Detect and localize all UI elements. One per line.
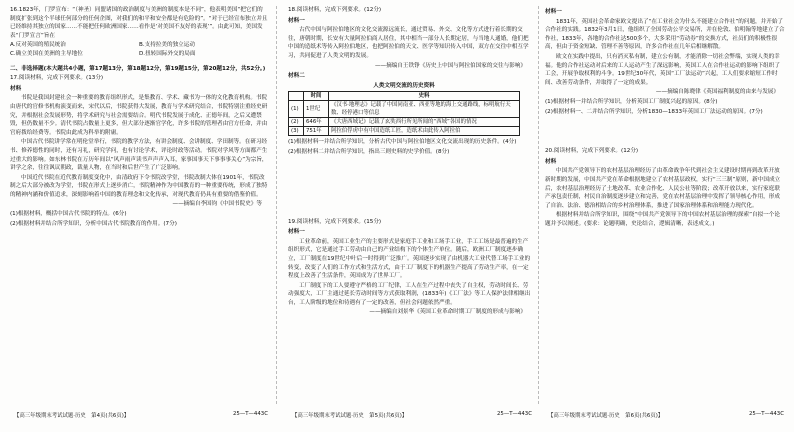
table-cell: 751年: [304, 127, 329, 136]
material-1-label: 材料一: [288, 17, 305, 24]
table-cell: 阿拉伯俘虏中有中国造纸工匠，造纸术由此传入阿拉伯: [329, 127, 520, 136]
q18-requirement-1: (1)根据材料一并结合所学知识，分析古代中国与阿拉伯地区文化交流出现的历史条件。(4分): [288, 139, 517, 146]
q17-material-para-3: 中国近代书院在近代教育制度变化中，由清政府下令书院改学堂，书院改制大体在1901年，书院改制之后大部分被改为学堂，书院在形式上逐步消亡，书院精神作为中国教育的一种重要传统，形成了独特的精神内涵和价值追求，深刻影响着中国的教育理念和文化传承，对现代教育仍具有重要的借鉴价值。: [10, 174, 268, 198]
column-divider: [276, 6, 277, 404]
column-page-6: [545, 6, 785, 406]
footer-title: 【高三年级期末考试试题·历史 第6页(共6页)】: [548, 413, 664, 419]
table-cell: (2): [289, 118, 304, 127]
question-17-heading: 17.阅读材料，完成下列要求。(13分): [10, 75, 104, 82]
q19-material-para-1: 工业革命前，英国工业生产的主要形式是家庭手工业和工场手工业，手工工场是最普遍的生产组织形式，它是通过手工劳动由自己的产业结构下的个体生产单位。随后，欧洲工厂制度逐步确立，工厂制度在19世纪中叶后一时得到广泛推广。英国逐步实现了由机器大工业代替工场手工业的转变，改变了人们的工作方式和生活方式，由于工厂制度下的机器生产提高了劳动生产率，在一定程度上改善了生活条件，英国成为了世界工厂。: [288, 238, 531, 280]
material-2-table: [288, 82, 520, 137]
column-page-4: [10, 6, 268, 406]
table-header-row: [289, 92, 520, 101]
q19-material-2-source: ——摘编自陈晓律《英国福利制度的由来与发展》: [655, 89, 779, 96]
table-cell: (3): [289, 127, 304, 136]
table-header-time: 时间: [304, 92, 329, 101]
q18-requirement-2: (2)根据材料二并结合所学知识，指出三则史料的史学价值。(8分): [288, 148, 450, 155]
q19-material-2-para-2: 欧文在实践中提出，只有消灭私有制，建立公有制，才能消除一切社会弊端，实现人类的幸福。他的合作社运动对后来的工人运动产生了深远影响，英国工人在合作社运动的影响下组织了工会，开展争取权利的斗争。19世纪30年代，英国“工厂法运动”兴起，工人们要求缩短工作时间、改善劳动条件，并取得了一定的成果。: [545, 53, 780, 86]
table-cell: (1): [289, 101, 304, 118]
column-page-5: [288, 6, 532, 406]
q19-requirement-2: (2)根据材料一、二并结合所学知识，分析1830—1833年英国工厂法运动的原因。(7分): [545, 108, 763, 115]
q19-requirement-1: (1)根据材料一并结合所学知识，分析英国工厂制度兴起的原因。(8分): [545, 98, 718, 105]
q17-requirement-2: (2)根据材料并结合所学知识，分析中国古代书院教育的作用。(7分): [10, 220, 177, 227]
section-ii-heading: 二、非选择题(本大题共4小题，第17题13分，第18题12分，第19题15分，第20题12分，共52分。): [10, 65, 266, 72]
q16-option-d: D.扭转国际外交的局面: [139, 50, 196, 57]
q19-source: ——摘编自刘景华《英国工业革命时期工厂制度的形成与影响》: [369, 309, 526, 316]
q18-material-1-para: 古代中国与阿拉伯地区的文化交流源远流长，通过贸易、外交、文化等方式进行着长期的交往，唐朝时期，长安有大量阿拉伯商人居住，其中相当一部分人长期定居，与当地人通婚，他们把中国的造纸术等传入阿拉伯地区，也把阿拉伯的天文、医学等知识传入中国，双方在交往中相互学习，共同促进了人类文明的发展。: [288, 27, 529, 59]
question-19-heading: 19.阅读材料，完成下列要求。(15分): [288, 218, 382, 225]
page-footer: [548, 411, 784, 419]
table-cell: 1世纪: [304, 101, 329, 118]
q20-requirement: 根据材料并结合所学知识，围绕“中国共产党领导下的中国农村基层治理的探索”自拟一个论题并予以阐述。(要求：论题明确，史论结合，逻辑清晰，表述成文。): [545, 212, 780, 227]
footer-code: 25—T—443C: [749, 411, 784, 417]
material-label: 材料: [10, 85, 22, 92]
q17-source: ——摘编自李国钧《中国书院史》等: [172, 201, 262, 208]
table-header-source: 史料: [329, 92, 520, 101]
q17-material-para-2: 中国古代书院讲学常在明伦堂举行，书院的教学方法，有讲会制度、会讲制度、学田制等。在研习经书、修养德性的同时，还有习礼，研究学问，也有讨论学术，评论时政等活动。书院对学风等方面都产生过重大的影响。如东林书院在万历年间以“风声雨声读书声声声入耳，家事国事天下事事事关心”为宗旨，讲学之余，往往讽议朝政，裁量人物，在当时和后世产生了广泛影响。: [10, 139, 268, 172]
page-footer: [292, 411, 532, 419]
table-header-index: [289, 92, 304, 101]
q18-source-1: ——摘编自王铁铮《历史上中国与阿拉伯国家的交往与影响》: [374, 62, 526, 69]
q16-options-row-2: [10, 50, 268, 59]
q19-material-para-2: 工厂制度下的工人要遵守严格的工厂纪律，工人在生产过程中丧失了自主权，劳动时间长、劳动强度大，工厂主通过延长劳动时间等方式获取利润，(1833年)《工厂法》等工人保护法律相继出台，工人阶级的地位和待遇有了一定的改善，但社会问题依然严重。: [288, 282, 531, 306]
table-caption: 人类文明交流的历史资料: [373, 82, 435, 89]
question-16-text: 16.1823年，门罗宣布：“（神圣）同盟诸国的政治制度与美洲的制度本是不同”，他表明美国“把它们的制度扩张到这个半球任何部分的任何企图，对我们的和平和安全都是有危险的”。“对于已经宣布独立并且已经维持其独立的国家……不能把任何欧洲国家……看作是‘对美国不友好的表现’”。由此可知，美国发表“门罗宣言”旨在: [10, 7, 268, 39]
table-cell: 646年: [304, 118, 329, 127]
footer-title: 【高三年级期末考试试题·历史 第5页(共6页)】: [292, 413, 408, 419]
footer-title: 【高三年级期末考试试题·历史 第4页(共6页)】: [14, 413, 130, 419]
q17-requirement-1: (1)根据材料，概括中国古代书院的特点。(6分): [10, 211, 127, 218]
q17-material-para-1: 书院是我国封建社会一种重要的教育组织形式，是集教育、学术、藏书为一体的文化教育机构。书院由唐代的官修书机构演变而来，宋代以后，书院获得大发展，教育与学术研究结合，书院特别注重经史研究，并根据社会发展形势，将学术研究与社会需要结合。明代书院发展于成化、正德年间，之后又遭禁毁，但仍数量不少。清代书院占数量上更多，但大部分逐渐官学化，许多书院的管理者由官方任命，并由官府拨给经费等。书院由此成为科举的附庸。: [10, 95, 268, 136]
q20-material-para: 中国共产党领导下的农村基层治理经历了由革命战争年代到社会主义建设时期再到改革开放新时期的发展，中国共产党在革命根据地建立了农村基层政权，实行“三三制”原则，新中国成立后，农村基层治理经历了土地改革、农业合作化、人民公社等阶段；改革开放以来，实行家庭联产承包责任制，村民自治制度逐步建立和完善，党在农村基层治理中发挥了领导核心作用，形成了自治、法治、德治相结合的乡村治理体系，推进了国家治理体系和治理能力现代化。: [545, 168, 781, 209]
q20-material-label: 材料: [545, 158, 557, 165]
footer-code: 25—T—443C: [497, 411, 532, 417]
table-cell: 《汉书·地理志》记载了中国同南亚、西亚等地的海上交通路线，标明航行天数、经停港口等信息: [329, 101, 520, 118]
q16-options-row-1: [10, 41, 268, 50]
column-divider: [538, 6, 539, 404]
q16-option-c: C.确立美国在美洲的主导地位: [10, 50, 83, 57]
footer-code: 25—T—443C: [233, 411, 268, 417]
q19-material-2-para-1: 1831年，英国社会革命家欧文提出了“在工业社会为什么不能建立合作社”的问题，并开始了合作社的实践。1832年3月1日，他组织了全国劳动公平交易所，并在伦敦、伯明翰等地建立了合作社，1833年，各地的合作社达500多个，大多采用“劳动券”的交换方式，社员们的积极性很高，但由于资金短缺、管理不善等原因，许多合作社在几年后相继解散。: [545, 18, 785, 51]
table-row: [289, 118, 520, 127]
question-18-heading: 18.阅读材料，完成下列要求。(12分): [288, 7, 382, 13]
question-20-heading: 20.阅读材料，完成下列要求。(12分): [545, 148, 639, 155]
material-2-label: 材料二: [288, 73, 305, 80]
q16-option-a: A.反对英国的殖民统治: [10, 42, 66, 49]
q19-material-1-label: 材料一: [288, 229, 305, 236]
page-footer: [14, 411, 268, 419]
q19-material-2-label: 材料一: [545, 9, 562, 15]
q16-option-b: B.支持拉美的独立运动: [139, 42, 195, 49]
table-row: [289, 127, 520, 136]
table-row: [289, 101, 520, 118]
table-cell: 《大唐西域记》记载了玄奘西行所见所闻的“西域”各国的情况: [329, 118, 520, 127]
